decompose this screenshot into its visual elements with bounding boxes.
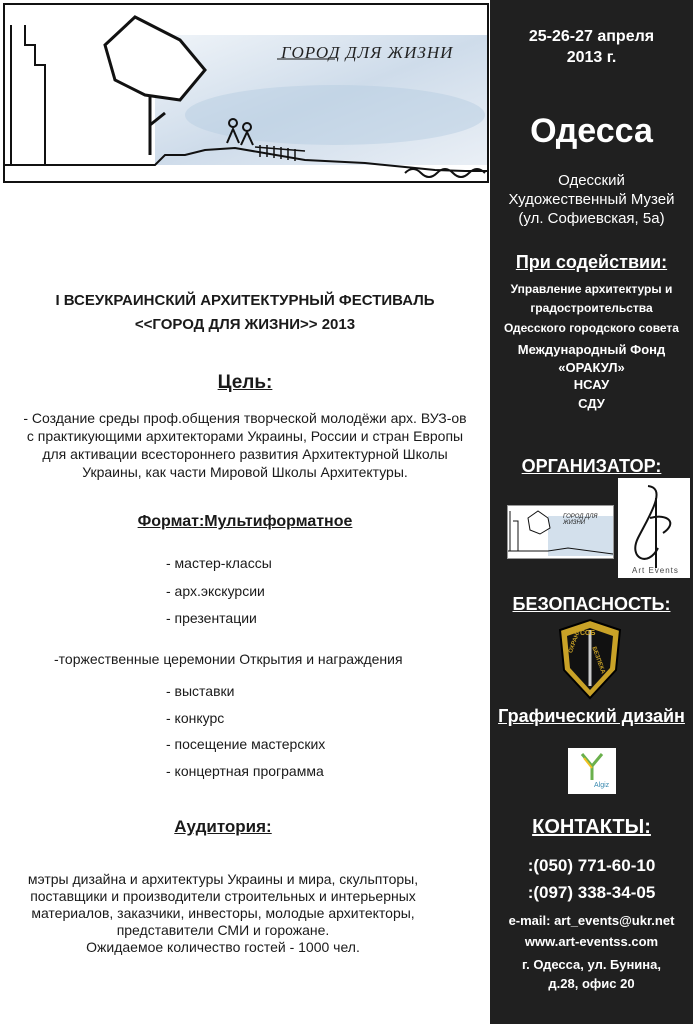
format-item: - конкурс: [166, 710, 225, 726]
event-dates: 25-26-27 апреля: [528, 28, 655, 45]
header-banner: [3, 3, 489, 183]
format-item: - презентации: [166, 610, 257, 626]
goal-line: - Создание среды проф.общения творческой молодёжи арх. ВУЗ-ов: [23, 410, 467, 426]
venue-line: Художественный Музей: [508, 191, 675, 208]
contact-website[interactable]: www.art-eventss.com: [524, 934, 659, 949]
venue-line: Одесский: [558, 172, 625, 189]
support-line: Международный Фонд: [517, 342, 666, 357]
banner-logo-text: ГОРОД ДЛЯ ЖИЗНИ: [281, 43, 454, 62]
format-item: - мастер-классы: [166, 555, 272, 571]
support-line: НСАУ: [573, 377, 610, 392]
support-title: При содействии:: [515, 252, 668, 272]
support-line: «ОРАКУЛ»: [558, 360, 625, 375]
format-ceremony: -торжественные церемонии Открытия и награждения: [54, 651, 403, 667]
format-item: - выставки: [166, 683, 235, 699]
support-line: градостроительства: [530, 301, 653, 315]
contact-phone[interactable]: :(050) 771-60-10: [527, 856, 656, 875]
audience-heading: Аудитория:: [174, 817, 272, 836]
audience-line: мэтры дизайна и архитектуры Украины и мира, скульпторы,: [27, 871, 419, 887]
contact-address: г. Одесса, ул. Бунина,: [522, 957, 661, 972]
venue-address: (ул. Софиевская, 5а): [518, 210, 665, 227]
goal-line: с практикующими архитекторами Украины, России и стран Европы: [26, 428, 464, 444]
goal-line: Украины, как части Мировой Школы Архитектуры.: [82, 464, 408, 480]
event-city: Одесса: [530, 112, 653, 150]
mini-logo-text: ГОРОД ДЛЯ ЖИЗНИ: [563, 514, 598, 526]
city-illustration: [5, 5, 489, 183]
contacts-title: КОНТАКТЫ:: [532, 816, 651, 838]
art-events-text: Art Events: [632, 566, 679, 575]
security-badge: [558, 618, 622, 700]
contact-phone[interactable]: :(097) 338-34-05: [527, 883, 656, 902]
badge-right-text: БЕЗПЕКА: [590, 646, 606, 675]
algiz-text: Algiz: [594, 782, 610, 789]
format-item: - арх.экскурсии: [166, 583, 265, 599]
contact-address: д.28, офис 20: [548, 976, 635, 991]
format-item: - концертная программа: [166, 763, 324, 779]
audience-line: Ожидаемое количество гостей - 1000 чел.: [86, 939, 360, 955]
festival-title: I ВСЕУКРАИНСКИЙ АРХИТЕКТУРНЫЙ ФЕСТИВАЛЬ: [55, 292, 435, 309]
right-info-column: [490, 0, 693, 1024]
art-events-monogram-icon: [618, 478, 690, 578]
contact-email[interactable]: e-mail: art_events@ukr.net: [508, 913, 675, 928]
audience-line: представители СМИ и горожане.: [116, 922, 330, 938]
audience-line: материалов, заказчики, инвесторы, молодые архитекторы,: [31, 905, 415, 921]
support-line: Одесского городского совета: [504, 321, 679, 335]
organizer-title: ОРГАНИЗАТОР:: [521, 456, 662, 476]
format-heading: Формат:Мультиформатное: [137, 513, 353, 530]
art-events-logo: [618, 478, 690, 578]
festival-subtitle: <<ГОРОД ДЛЯ ЖИЗНИ>> 2013: [134, 316, 356, 333]
design-title: Графический дизайн: [498, 706, 685, 726]
event-year: 2013 г.: [566, 49, 617, 66]
goal-heading: Цель:: [217, 372, 273, 393]
support-line: СДУ: [578, 396, 605, 411]
badge-top-text: СОБ: [580, 630, 596, 637]
format-item: - посещение мастерских: [166, 736, 326, 752]
security-title: БЕЗОПАСНОСТЬ:: [512, 594, 671, 614]
audience-line: поставщики и производители строительных и интерьерных: [30, 888, 416, 904]
organizer-mini-banner: [507, 505, 614, 559]
support-line: Управление архитектуры и: [510, 282, 673, 296]
algiz-logo: [568, 748, 616, 794]
badge-left-text: ОХРАНА: [568, 628, 583, 655]
goal-line: для активации всестороннего развития Архитектурной Школы: [42, 446, 448, 462]
